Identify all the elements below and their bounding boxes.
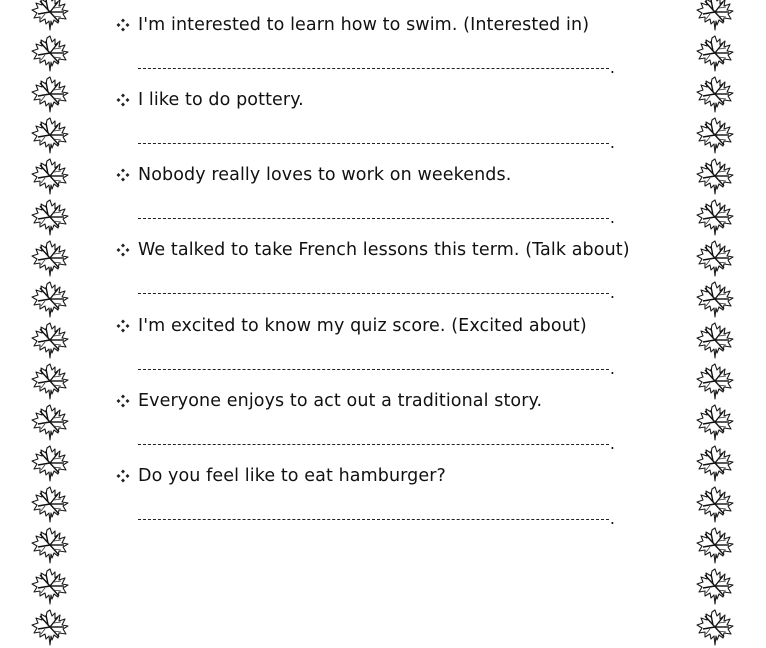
exercise-prompt — [116, 314, 587, 338]
left-leaf-border — [27, 0, 73, 648]
maple-leaf-icon — [693, 238, 737, 279]
exercise-sentence: We talked to take French lessons this term. (Talk about) — [138, 240, 630, 260]
right-leaf-border — [692, 0, 738, 648]
maple-leaf-icon — [693, 484, 737, 525]
answer-line[interactable] — [138, 283, 615, 302]
maple-leaf-icon — [693, 525, 737, 566]
maple-leaf-icon — [693, 0, 737, 33]
exercise-prompt — [116, 389, 542, 413]
answer-blank[interactable] — [138, 218, 609, 219]
maple-leaf-icon — [28, 525, 72, 566]
maple-leaf-icon — [28, 484, 72, 525]
maple-leaf-icon — [28, 74, 72, 115]
diamond-bullet-icon — [116, 168, 130, 182]
answer-period: . — [609, 133, 615, 152]
maple-leaf-icon — [28, 361, 72, 402]
maple-leaf-icon — [28, 0, 72, 33]
maple-leaf-icon — [693, 320, 737, 361]
diamond-bullet-icon — [116, 394, 130, 408]
answer-period: . — [609, 434, 615, 453]
diamond-bullet-icon — [116, 93, 130, 107]
diamond-bullet-icon — [116, 18, 130, 32]
answer-period: . — [609, 359, 615, 378]
answer-period: . — [609, 283, 615, 302]
exercise-prompt — [116, 238, 630, 262]
exercise-prompt — [116, 464, 446, 488]
answer-blank[interactable] — [138, 68, 609, 69]
exercise-sentence: Do you feel like to eat hamburger? — [138, 466, 446, 486]
maple-leaf-icon — [693, 197, 737, 238]
maple-leaf-icon — [693, 156, 737, 197]
maple-leaf-icon — [28, 443, 72, 484]
maple-leaf-icon — [693, 279, 737, 320]
answer-blank[interactable] — [138, 369, 609, 370]
answer-period: . — [609, 208, 615, 227]
answer-line[interactable] — [138, 359, 615, 378]
maple-leaf-icon — [28, 402, 72, 443]
diamond-bullet-icon — [116, 469, 130, 483]
answer-period: . — [609, 58, 615, 77]
maple-leaf-icon — [28, 320, 72, 361]
exercise-sentence: I'm interested to learn how to swim. (Interested in) — [138, 15, 590, 35]
answer-blank[interactable] — [138, 293, 609, 294]
maple-leaf-icon — [28, 607, 72, 648]
maple-leaf-icon — [28, 238, 72, 279]
maple-leaf-icon — [28, 33, 72, 74]
diamond-bullet-icon — [116, 319, 130, 333]
maple-leaf-icon — [28, 197, 72, 238]
diamond-bullet-icon — [116, 243, 130, 257]
answer-period: . — [609, 509, 615, 528]
exercise-prompt — [116, 13, 589, 37]
exercise-sentence: Nobody really loves to work on weekends. — [138, 165, 512, 185]
exercise-prompt — [116, 163, 511, 187]
answer-blank[interactable] — [138, 519, 609, 520]
maple-leaf-icon — [693, 115, 737, 156]
maple-leaf-icon — [693, 361, 737, 402]
maple-leaf-icon — [28, 279, 72, 320]
maple-leaf-icon — [693, 443, 737, 484]
maple-leaf-icon — [693, 566, 737, 607]
answer-line[interactable] — [138, 58, 615, 77]
maple-leaf-icon — [693, 402, 737, 443]
maple-leaf-icon — [28, 115, 72, 156]
answer-line[interactable] — [138, 434, 615, 453]
answer-line[interactable] — [138, 133, 615, 152]
maple-leaf-icon — [28, 566, 72, 607]
answer-line[interactable] — [138, 509, 615, 528]
answer-blank[interactable] — [138, 444, 609, 445]
maple-leaf-icon — [28, 156, 72, 197]
maple-leaf-icon — [693, 74, 737, 115]
exercise-prompt — [116, 88, 304, 112]
maple-leaf-icon — [693, 607, 737, 648]
answer-blank[interactable] — [138, 143, 609, 144]
exercise-sentence: Everyone enjoys to act out a traditional story. — [138, 391, 543, 411]
exercise-sentence: I'm excited to know my quiz score. (Excited about) — [138, 316, 587, 336]
maple-leaf-icon — [693, 33, 737, 74]
answer-line[interactable] — [138, 208, 615, 227]
exercise-sentence: I like to do pottery. — [138, 90, 304, 110]
